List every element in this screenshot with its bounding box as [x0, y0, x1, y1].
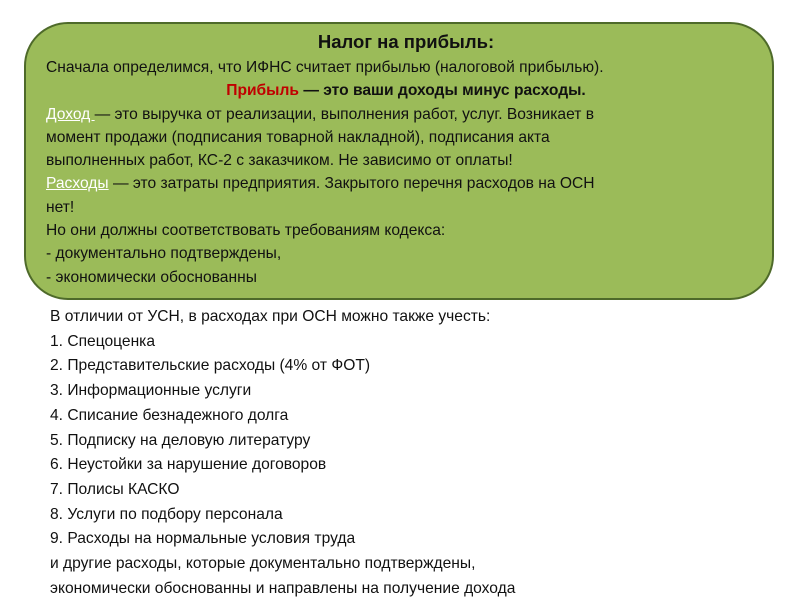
expenses-definition-line-2: нет!	[46, 198, 75, 216]
income-definition-line-3: выполненных работ, КС-2 с заказчиком. Не зависимо от оплаты!	[46, 152, 513, 170]
profit-term: Прибыль	[226, 82, 299, 100]
intro-text: Сначала определимся, что ИФНС считает прибылью (налоговой прибылью).	[46, 59, 604, 76]
income-term-link[interactable]: Доход	[46, 105, 95, 123]
requirement-text: Но они должны соответствовать требованиям кодекса:	[46, 222, 446, 240]
list-item: 4. Списание безнадежного долга	[50, 406, 289, 424]
expenses-term-link[interactable]: Расходы	[46, 175, 109, 193]
list-item: 6. Неустойки за нарушение договоров	[50, 456, 327, 474]
requirement-item-2: - экономически обоснованны	[46, 268, 257, 286]
profit-def: — это ваши доходы минус расходы.	[299, 82, 586, 100]
list-item: 8. Услуги по подбору персонала	[50, 505, 283, 523]
list-item: 1. Спецоценка	[50, 332, 156, 350]
list-item: 5. Подписку на деловую литературу	[50, 431, 311, 449]
callout-content	[46, 30, 766, 289]
income-def-1: — это выручка от реализации, выполнения работ, услуг. Возникает в	[94, 105, 595, 123]
expenses-definition-line-1	[46, 172, 766, 195]
requirement-item-1: - документально подтверждены,	[46, 245, 282, 263]
income-definition-line-1	[46, 103, 766, 126]
income-definition-line-2: момент продажи (подписания товарной накладной), подписания акта	[46, 128, 550, 146]
list-item: 3. Информационные услуги	[50, 382, 252, 400]
list-item: 7. Полисы КАСКО	[50, 480, 180, 498]
expenses-def-1: — это затраты предприятия. Закрытого перечня расходов на ОСН	[108, 175, 595, 193]
list-outro-line-2: экономически обоснованны и направлены на получение дохода	[50, 579, 516, 597]
list-item: 9. Расходы на нормальные условия труда	[50, 530, 356, 548]
profit-definition	[46, 79, 766, 102]
list-item: 2. Представительские расходы (4% от ФОТ)	[50, 357, 371, 375]
list-intro: В отличии от УСН, в расходах при ОСН можно также учесть:	[50, 308, 491, 325]
slide-title: Налог на прибыль:	[317, 31, 495, 52]
expense-list	[50, 305, 770, 600]
list-outro-line-1: и другие расходы, которые документально подтверждены,	[50, 555, 476, 573]
